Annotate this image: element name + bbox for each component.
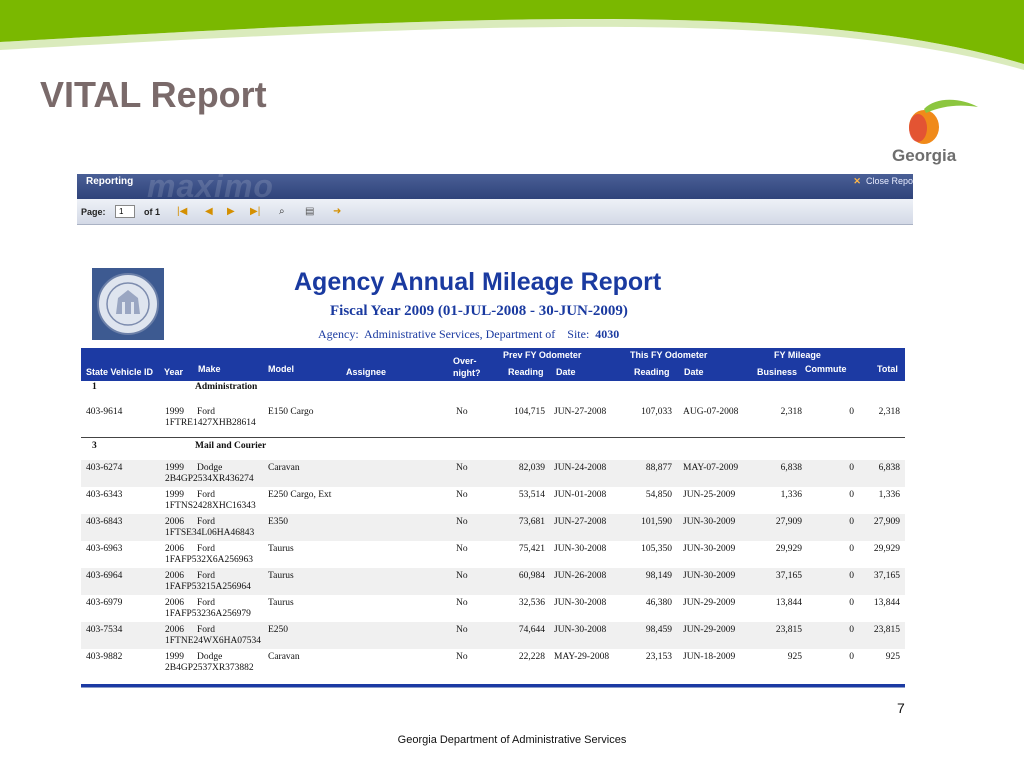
cell-business: 23,815 bbox=[775, 625, 802, 635]
cell-this-date: JUN-30-2009 bbox=[683, 544, 736, 554]
cell-business: 2,318 bbox=[780, 407, 802, 417]
cell-vehicle-id: 403-6963 bbox=[86, 544, 123, 554]
cell-total: 23,815 bbox=[873, 625, 900, 635]
cell-model: Caravan bbox=[268, 463, 300, 473]
toolbar-title: Reporting bbox=[86, 176, 134, 187]
cell-this-date: JUN-30-2009 bbox=[683, 571, 736, 581]
cell-year: 1999 bbox=[165, 407, 184, 417]
col-model: Model bbox=[268, 364, 294, 374]
col-vehicle-id: State Vehicle ID bbox=[86, 367, 154, 377]
table-row bbox=[81, 622, 905, 649]
group-rows bbox=[81, 460, 905, 676]
cell-overnight: No bbox=[456, 652, 468, 662]
report-agency-line bbox=[318, 327, 619, 342]
cell-model: Taurus bbox=[268, 544, 294, 554]
col-total: Total bbox=[877, 364, 898, 374]
cell-vehicle-id: 403-9882 bbox=[86, 652, 123, 662]
cell-this-date: JUN-29-2009 bbox=[683, 598, 736, 608]
cell-prev-reading: 53,514 bbox=[518, 490, 545, 500]
cell-overnight: No bbox=[456, 625, 468, 635]
cell-overnight: No bbox=[456, 517, 468, 527]
table-row bbox=[81, 595, 905, 622]
cell-commute: 0 bbox=[849, 407, 854, 417]
cell-year: 2006 bbox=[165, 544, 184, 554]
site-value: 4030 bbox=[595, 327, 620, 341]
cell-year: 1999 bbox=[165, 463, 184, 473]
col-this-reading: Reading bbox=[634, 367, 670, 377]
cell-commute: 0 bbox=[849, 544, 854, 554]
cell-make: Ford bbox=[197, 490, 215, 500]
cell-business: 6,838 bbox=[780, 463, 802, 473]
col-prev-fy: Prev FY Odometer bbox=[503, 350, 582, 360]
cell-model: Taurus bbox=[268, 598, 294, 608]
table-row bbox=[81, 568, 905, 595]
page-label: Page: bbox=[81, 207, 106, 217]
cell-prev-reading: 73,681 bbox=[518, 517, 545, 527]
state-seal bbox=[92, 268, 164, 340]
cell-model: E250 Cargo, Ext bbox=[268, 490, 332, 500]
group-number: 1 bbox=[92, 382, 97, 392]
group-header bbox=[81, 440, 905, 460]
cell-business: 37,165 bbox=[775, 571, 802, 581]
cell-total: 1,336 bbox=[878, 490, 900, 500]
agency-label: Agency: bbox=[318, 327, 359, 341]
next-page-icon[interactable]: ▶ bbox=[227, 206, 235, 217]
cell-total: 27,909 bbox=[873, 517, 900, 527]
cell-year: 2006 bbox=[165, 625, 184, 635]
cell-vin: 1FAFP532X6A256963 bbox=[165, 555, 253, 565]
close-icon[interactable]: ✕ bbox=[853, 176, 861, 186]
close-report-button[interactable] bbox=[853, 176, 913, 187]
cell-commute: 0 bbox=[849, 517, 854, 527]
cell-make: Ford bbox=[197, 598, 215, 608]
cell-vehicle-id: 403-9614 bbox=[86, 407, 123, 417]
cell-this-reading: 98,149 bbox=[645, 571, 672, 581]
col-make: Make bbox=[198, 364, 221, 374]
cell-this-date: JUN-18-2009 bbox=[683, 652, 736, 662]
col-commute: Commute bbox=[805, 364, 847, 374]
cell-prev-reading: 104,715 bbox=[514, 407, 545, 417]
slide-title: VITAL Report bbox=[40, 74, 267, 115]
cell-overnight: No bbox=[456, 490, 468, 500]
cell-make: Ford bbox=[197, 517, 215, 527]
page-count: of 1 bbox=[144, 207, 161, 217]
cell-vehicle-id: 403-6274 bbox=[86, 463, 123, 473]
cell-model: Caravan bbox=[268, 652, 300, 662]
cell-prev-date: JUN-01-2008 bbox=[554, 490, 607, 500]
group-header bbox=[81, 381, 905, 401]
cell-total: 13,844 bbox=[873, 598, 900, 608]
cell-overnight: No bbox=[456, 571, 468, 581]
cell-prev-date: JUN-30-2008 bbox=[554, 598, 607, 608]
cell-commute: 0 bbox=[849, 652, 854, 662]
last-page-icon[interactable]: ▶| bbox=[250, 206, 261, 217]
cell-vehicle-id: 403-6843 bbox=[86, 517, 123, 527]
first-page-icon[interactable]: |◀ bbox=[177, 206, 188, 217]
cell-make: Ford bbox=[197, 407, 215, 417]
cell-overnight: No bbox=[456, 407, 468, 417]
cell-overnight: No bbox=[456, 598, 468, 608]
agency-name: Administrative Services, Department of bbox=[364, 327, 556, 341]
cell-prev-reading: 75,421 bbox=[518, 544, 545, 554]
col-year: Year bbox=[164, 367, 184, 377]
cell-business: 925 bbox=[787, 652, 802, 662]
cell-total: 37,165 bbox=[873, 571, 900, 581]
cell-this-reading: 107,033 bbox=[641, 407, 672, 417]
cell-commute: 0 bbox=[849, 490, 854, 500]
cell-prev-date: JUN-24-2008 bbox=[554, 463, 607, 473]
table-row bbox=[81, 460, 905, 487]
cell-business: 27,909 bbox=[775, 517, 802, 527]
cell-commute: 0 bbox=[849, 598, 854, 608]
table-row bbox=[81, 649, 905, 676]
cell-business: 29,929 bbox=[775, 544, 802, 554]
cell-vin: 1FAFP53215A256964 bbox=[165, 582, 251, 592]
cell-overnight: No bbox=[456, 463, 468, 473]
page-input[interactable]: 1 bbox=[115, 205, 135, 218]
cell-vin: 2B4GP2537XR373882 bbox=[165, 663, 254, 673]
toolbar-controls bbox=[77, 199, 913, 225]
cell-commute: 0 bbox=[849, 463, 854, 473]
cell-vin: 1FTNE24WX6HA07534 bbox=[165, 636, 262, 646]
table-row bbox=[81, 541, 905, 568]
col-business: Business bbox=[757, 367, 798, 377]
cell-prev-date: JUN-30-2008 bbox=[554, 544, 607, 554]
cell-this-reading: 88,877 bbox=[645, 463, 672, 473]
cell-year: 1999 bbox=[165, 652, 184, 662]
cell-this-date: JUN-29-2009 bbox=[683, 625, 736, 635]
cell-this-date: AUG-07-2008 bbox=[683, 407, 739, 417]
cell-make: Ford bbox=[197, 625, 215, 635]
col-prev-date: Date bbox=[556, 367, 576, 377]
cell-total: 2,318 bbox=[878, 407, 900, 417]
cell-prev-date: JUN-30-2008 bbox=[554, 625, 607, 635]
report-table-header bbox=[81, 348, 905, 381]
col-fy-mileage: FY Mileage bbox=[774, 350, 821, 360]
group-name: Administration bbox=[195, 382, 258, 392]
reporting-toolbar bbox=[77, 174, 913, 224]
col-prev-reading: Reading bbox=[508, 367, 544, 377]
cell-vehicle-id: 403-6343 bbox=[86, 490, 123, 500]
cell-prev-date: JUN-27-2008 bbox=[554, 407, 607, 417]
cell-vin: 1FTSE34L06HA46843 bbox=[165, 528, 255, 538]
table-row bbox=[81, 487, 905, 514]
site-label: Site: bbox=[567, 327, 590, 341]
export-icon[interactable]: ➜ bbox=[333, 206, 342, 217]
cell-vin: 1FTRE1427XHB28614 bbox=[165, 418, 256, 428]
cell-commute: 0 bbox=[849, 625, 854, 635]
table-row bbox=[81, 401, 905, 437]
cell-model: E250 bbox=[268, 625, 289, 635]
cell-overnight: No bbox=[456, 544, 468, 554]
cell-prev-reading: 60,984 bbox=[518, 571, 545, 581]
find-icon[interactable]: ⌕ bbox=[279, 206, 285, 217]
col-overnight-2: night? bbox=[453, 368, 481, 378]
cell-vin: 1FAFP53236A256979 bbox=[165, 609, 251, 619]
print-icon[interactable]: ▤ bbox=[305, 206, 315, 217]
footer-text: Georgia Department of Administrative Services bbox=[397, 734, 627, 746]
cell-this-reading: 98,459 bbox=[645, 625, 672, 635]
cell-vehicle-id: 403-6979 bbox=[86, 598, 123, 608]
cell-vehicle-id: 403-7534 bbox=[86, 625, 123, 635]
col-this-date: Date bbox=[684, 367, 704, 377]
col-this-fy: This FY Odometer bbox=[630, 350, 708, 360]
toolbar-header bbox=[77, 174, 913, 199]
cell-vehicle-id: 403-6964 bbox=[86, 571, 123, 581]
close-report-label: Close Repo bbox=[865, 176, 913, 186]
header-swoosh bbox=[0, 0, 1024, 70]
prev-page-icon[interactable]: ◀ bbox=[205, 206, 213, 217]
cell-this-reading: 23,153 bbox=[645, 652, 672, 662]
cell-prev-date: JUN-27-2008 bbox=[554, 517, 607, 527]
cell-make: Ford bbox=[197, 571, 215, 581]
cell-vin: 1FTNS2428XHC16343 bbox=[165, 501, 256, 511]
cell-model: Taurus bbox=[268, 571, 294, 581]
page-number: 7 bbox=[897, 700, 905, 716]
cell-total: 29,929 bbox=[873, 544, 900, 554]
cell-prev-reading: 74,644 bbox=[518, 625, 545, 635]
cell-prev-date: JUN-26-2008 bbox=[554, 571, 607, 581]
cell-year: 1999 bbox=[165, 490, 184, 500]
cell-year: 2006 bbox=[165, 517, 184, 527]
col-overnight-1: Over- bbox=[453, 356, 477, 366]
cell-this-reading: 54,850 bbox=[645, 490, 672, 500]
maximo-watermark: maximo bbox=[147, 174, 274, 199]
cell-vin: 2B4GP2534XR436274 bbox=[165, 474, 254, 484]
cell-make: Dodge bbox=[197, 463, 223, 473]
table-end-rule bbox=[81, 684, 905, 688]
cell-this-date: JUN-25-2009 bbox=[683, 490, 736, 500]
cell-this-date: MAY-07-2009 bbox=[683, 463, 739, 473]
cell-this-reading: 46,380 bbox=[645, 598, 672, 608]
cell-commute: 0 bbox=[849, 571, 854, 581]
group-number: 3 bbox=[92, 441, 97, 451]
cell-year: 2006 bbox=[165, 598, 184, 608]
cell-prev-reading: 32,536 bbox=[518, 598, 545, 608]
cell-prev-reading: 22,228 bbox=[518, 652, 545, 662]
cell-year: 2006 bbox=[165, 571, 184, 581]
cell-this-date: JUN-30-2009 bbox=[683, 517, 736, 527]
cell-make: Dodge bbox=[197, 652, 223, 662]
col-assignee: Assignee bbox=[346, 367, 387, 377]
report-title: Agency Annual Mileage Report bbox=[294, 268, 662, 296]
cell-model: E350 bbox=[268, 517, 289, 527]
georgia-logo-text: Georgia bbox=[892, 146, 957, 165]
report-table-body bbox=[81, 381, 905, 676]
cell-this-reading: 101,590 bbox=[641, 517, 672, 527]
table-row bbox=[81, 514, 905, 541]
group-name: Mail and Courier bbox=[195, 441, 267, 451]
cell-business: 13,844 bbox=[775, 598, 802, 608]
cell-make: Ford bbox=[197, 544, 215, 554]
cell-this-reading: 105,350 bbox=[641, 544, 672, 554]
report-fiscal-year: Fiscal Year 2009 (01-JUL-2008 - 30-JUN-2009) bbox=[330, 303, 628, 319]
cell-business: 1,336 bbox=[780, 490, 802, 500]
cell-model: E150 Cargo bbox=[268, 407, 314, 417]
cell-prev-date: MAY-29-2008 bbox=[554, 652, 610, 662]
cell-total: 6,838 bbox=[878, 463, 900, 473]
cell-total: 925 bbox=[885, 652, 900, 662]
cell-prev-reading: 82,039 bbox=[518, 463, 545, 473]
